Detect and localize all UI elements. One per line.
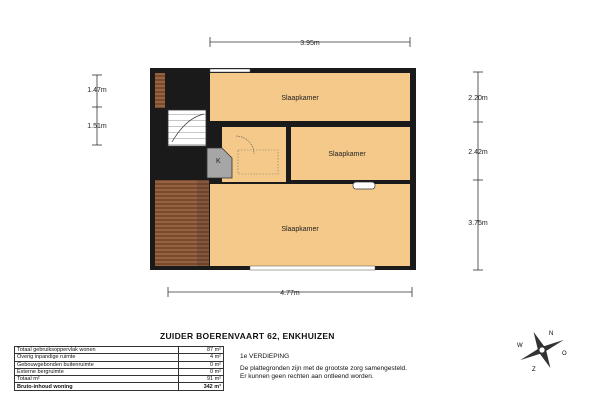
closet-label: K xyxy=(216,158,221,165)
window-top xyxy=(210,69,250,72)
table-row: Gebouwgebonden buitenruimte 0 m² xyxy=(15,361,224,368)
bottom-dimension xyxy=(168,287,412,297)
address-title: ZUIDER BOERENVAART 62, ENKHUIZEN xyxy=(160,331,335,341)
left-dimension xyxy=(87,75,107,145)
svg-text:O: O xyxy=(562,351,567,357)
table-row: Overig inpandige ruimte 4 m² xyxy=(15,354,224,361)
dim-right-1: 2.20m xyxy=(468,95,488,102)
disclaimer-line-1: De plattegronden zijn met de grootste zorg samengesteld. xyxy=(240,365,407,372)
svg-text:N: N xyxy=(549,331,554,337)
dim-right-3: 3.75m xyxy=(468,220,488,227)
bedroom-2-label: Slaapkamer xyxy=(328,151,366,158)
bedroom-1-label: Slaapkamer xyxy=(281,95,319,102)
disclaimer xyxy=(240,365,407,381)
top-dimension xyxy=(210,37,410,47)
table-row: Externe bergruimte 0 m² xyxy=(15,368,224,375)
compass-icon xyxy=(512,325,572,375)
roof-slope-inner xyxy=(197,180,209,266)
sink-icon xyxy=(353,182,375,189)
right-dimension xyxy=(468,72,488,270)
bedroom-3-label: Slaapkamer xyxy=(281,226,319,233)
dim-left-lower: 1.51m xyxy=(87,123,107,130)
area-table xyxy=(14,346,224,391)
svg-text:W: W xyxy=(517,343,523,349)
dim-right-2: 2.42m xyxy=(468,149,488,156)
dim-bottom-width: 4.77m xyxy=(280,290,300,297)
dim-left-upper: 1.47m xyxy=(87,87,107,94)
table-row: Totaal m² 91 m² xyxy=(15,376,224,383)
svg-text:Z: Z xyxy=(532,367,536,373)
floor-label: 1e VERDIEPING xyxy=(240,353,290,360)
disclaimer-line-2: Er kunnen geen rechten aan ontleend worden. xyxy=(240,373,374,380)
roof-slope-upper xyxy=(155,73,165,108)
window-bottom xyxy=(250,266,375,270)
roof-slope-left xyxy=(155,180,197,266)
bedroom-3 xyxy=(210,184,410,266)
table-row: Totaal gebruiksoppervlak wonen 87 m² xyxy=(15,347,224,354)
table-row: Bruto-inhoud woning 342 m³ xyxy=(15,383,224,390)
dim-top-width: 3.95m xyxy=(300,40,320,47)
